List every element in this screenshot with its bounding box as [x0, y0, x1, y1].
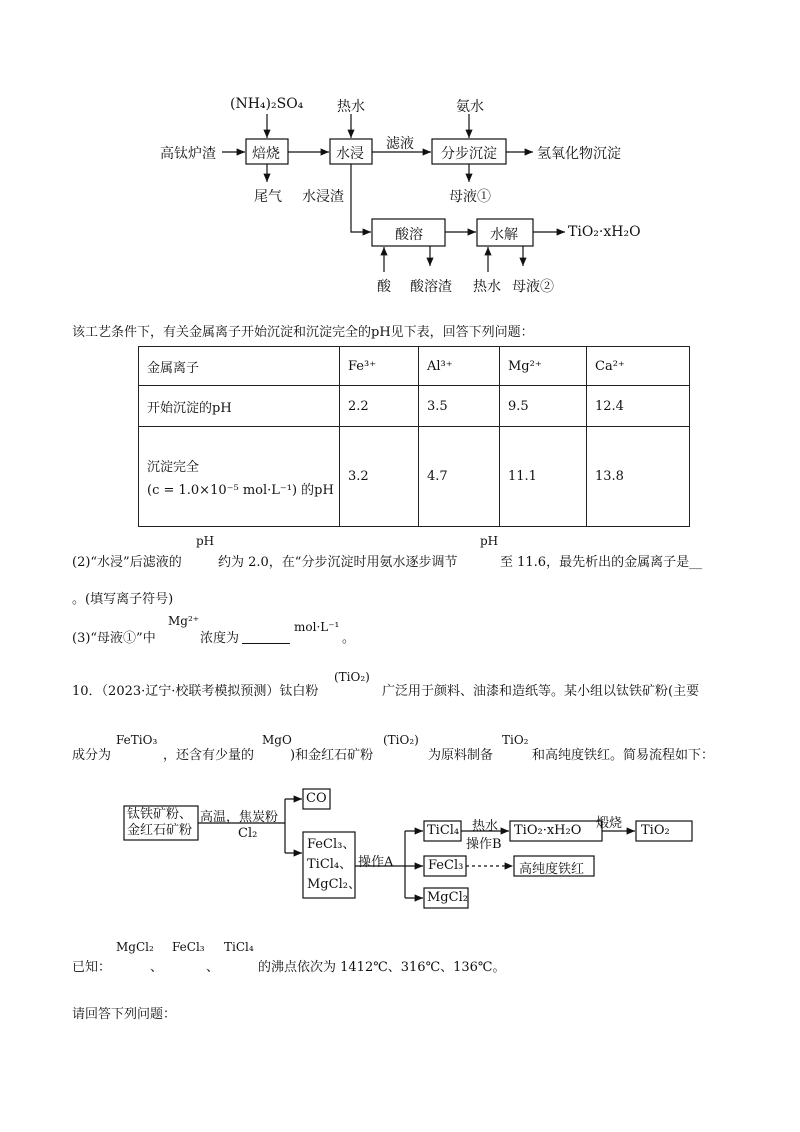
flow1-bottom-acid-residue: 酸溶渣 — [410, 279, 452, 295]
flow2-source-label — [127, 807, 192, 839]
flow1-input: 高钛炉渣 — [160, 146, 216, 162]
flow1-bottom-hot-water: 热水 — [473, 279, 501, 295]
q10-formula: (TiO₂) — [334, 670, 370, 684]
flow2-mgcl2: MgCl₂ — [427, 890, 468, 905]
flow2-operation-a: 操作A — [358, 855, 394, 870]
q10-text-d: ，还含有少量的 — [163, 748, 255, 763]
flow2-iron-red: 高纯度铁红 — [519, 862, 585, 877]
table-cell: 12.4 — [587, 386, 690, 427]
table-header-cell: Ca²⁺ — [587, 347, 690, 386]
q2-text-c: 至 11.6，最先析出的金属离子是__ — [500, 555, 703, 570]
flow2-co: CO — [306, 791, 327, 806]
flow2-source-line2: 金红石矿粉 — [127, 823, 193, 838]
known-ticl4: TiCl₄ — [224, 940, 254, 954]
q3-unit: mol·L⁻¹ — [294, 620, 340, 634]
intro-text: 该工艺条件下，有关金属离子开始沉淀和沉淀完全的pH见下表，回答下列问题： — [72, 325, 534, 340]
flow2-calcine: 煅烧 — [596, 816, 623, 831]
flow1-output-hydrate: TiO₂·xH₂O — [568, 224, 641, 240]
known-mgcl2: MgCl₂ — [116, 940, 154, 954]
flow2-mixture-line2: TiCl₄、 — [307, 857, 353, 872]
flow2-mixture-line3: MgCl₂、 — [307, 877, 361, 892]
q3-end: 。 — [342, 631, 356, 646]
flow1-box1-label: 焙烧 — [252, 146, 280, 162]
flow1-reagent-hot-water: 热水 — [337, 99, 365, 115]
table-row-label-line1: 沉淀完全 — [147, 459, 200, 475]
flow1-bottom-acid: 酸 — [377, 279, 391, 295]
q10-text-a: 10．（2023·辽宁·校联考模拟预测）钛白粉 — [72, 684, 319, 699]
q10-tio2: (TiO₂) — [383, 733, 419, 747]
q3-text-b: 浓度为 — [200, 631, 240, 646]
flow2-tio2: TiO₂ — [641, 823, 670, 838]
table-header-cell: Al³⁺ — [419, 347, 500, 386]
please-answer: 请回答下列问题： — [72, 1007, 177, 1022]
table-cell: 3.5 — [419, 386, 500, 427]
table-header-cell: 金属离子 — [139, 347, 340, 386]
q2-ph-1: pH — [196, 534, 215, 548]
flow1-output-hydroxide: 氢氧化物沉淀 — [537, 146, 621, 162]
flow2-hydrate: TiO₂·xH₂O — [514, 823, 582, 838]
known-sep2: 、 — [206, 960, 220, 975]
flow2-condition-top: 高温，焦炭粉 — [200, 810, 279, 825]
q10-text-f: 为原料制备 — [428, 748, 494, 763]
known-label: 已知： — [72, 960, 112, 975]
q2-text-b: 约为 2.0，在“分步沉淀时用氨水逐步调节 — [218, 555, 458, 570]
q3-ion: Mg²⁺ — [168, 614, 200, 628]
table-row-label: 开始沉淀的pH — [139, 386, 340, 427]
table-cell: 3.2 — [340, 427, 419, 527]
q2-text-d: 。(填写离子符号) — [72, 592, 174, 607]
flow2-mixture-label — [307, 835, 361, 895]
flow2-ticl4: TiCl₄ — [427, 823, 460, 838]
table-header-cell: Mg²⁺ — [500, 347, 587, 386]
q10-fetio3: FeTiO₃ — [116, 733, 158, 747]
flow1-box3-label: 分步沉淀 — [441, 146, 497, 162]
flow2-operation-b: 操作B — [466, 837, 502, 852]
q10-mgo: MgO — [262, 733, 292, 747]
q2-ph-2: pH — [480, 534, 499, 548]
q10-text-b: 广泛用于颜料、油漆和造纸等。某小组以钛铁矿粉(主要 — [382, 684, 700, 699]
flow2-hot-water: 热水 — [472, 819, 499, 834]
flow1-box4-label: 酸溶 — [395, 227, 423, 243]
known-text: 的沸点依次为 1412℃、316℃、136℃。 — [258, 960, 506, 975]
q10-text-e: )和金红石矿粉 — [290, 748, 374, 763]
table-cell: 9.5 — [500, 386, 587, 427]
flow2-mixture-line1: FeCl₃、 — [307, 837, 356, 852]
flow2-condition-bottom: Cl₂ — [238, 826, 258, 841]
table-cell: 4.7 — [419, 427, 500, 527]
flow1-byproduct-residue: 水浸渣 — [302, 189, 344, 205]
flow1-reagent-ammonium-sulfate: (NH₄)₂SO₄ — [230, 96, 304, 112]
flow2-source-line1: 钛铁矿粉、 — [127, 807, 193, 822]
flow1-byproduct-mother-liquor-1: 母液① — [449, 189, 491, 205]
q10-text-c: 成分为 — [72, 748, 112, 763]
flow1-box5-label: 水解 — [490, 227, 518, 243]
flow1-filtrate-label: 滤液 — [386, 136, 414, 152]
q10-text-g: 和高纯度铁红。简易流程如下： — [532, 748, 715, 763]
table-header-cell: Fe³⁺ — [340, 347, 419, 386]
flow1-reagent-ammonia: 氨水 — [456, 99, 484, 115]
known-fecl3: FeCl₃ — [172, 940, 205, 954]
table-row-label-line2: (c = 1.0×10⁻⁵ mol·L⁻¹) 的pH — [147, 482, 334, 498]
known-sep1: 、 — [150, 960, 164, 975]
flow2-fecl3: FeCl₃ — [428, 858, 464, 873]
q2-text-a: (2)“水浸”后滤液的 — [72, 555, 182, 570]
q10-tio2b: TiO₂ — [502, 733, 529, 747]
flow1-byproduct-gas: 尾气 — [254, 189, 282, 205]
flow1-bottom-mother-liquor-2: 母液② — [512, 279, 554, 295]
table-cell: 2.2 — [340, 386, 419, 427]
table-cell: 13.8 — [587, 427, 690, 527]
table-cell: 11.1 — [500, 427, 587, 527]
q3-text-a: (3)“母液①”中 — [72, 631, 156, 646]
flow1-box2-label: 水浸 — [336, 146, 364, 162]
